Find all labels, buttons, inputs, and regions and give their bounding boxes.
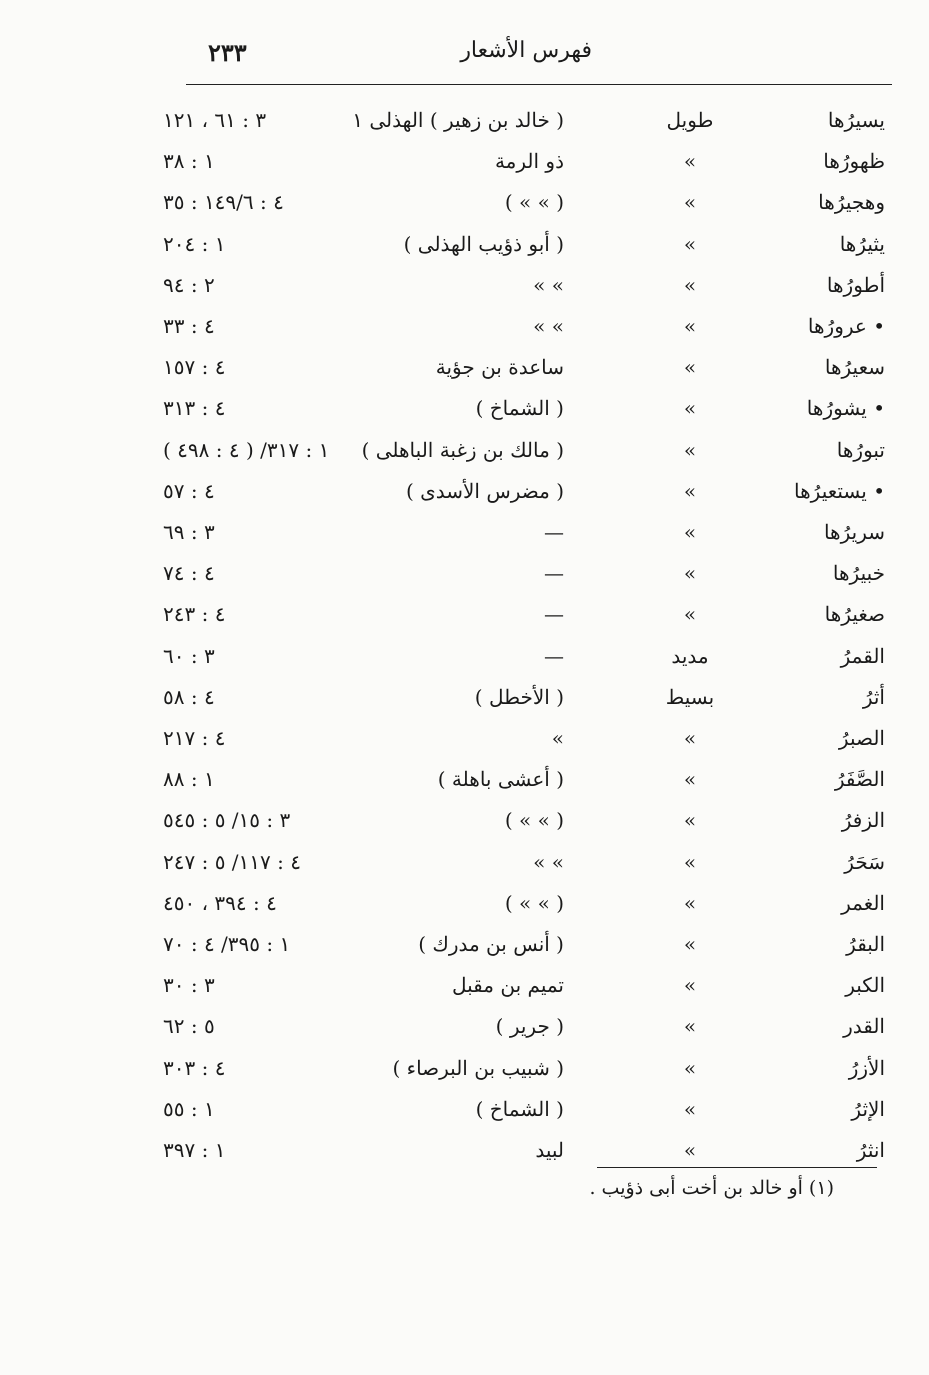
reference-cell: ٤ : ١٥٧ — [163, 355, 226, 379]
meter-cell: بسيط — [665, 685, 715, 709]
rhyme-cell: الإثرُ — [851, 1097, 885, 1121]
table-row — [0, 644, 929, 685]
poet-cell: — — [544, 561, 564, 585]
table-row — [0, 479, 929, 520]
rhyme-cell: الزفرُ — [841, 808, 885, 832]
poet-cell: — — [544, 520, 564, 544]
meter-cell: » — [683, 561, 697, 585]
reference-cell: ٤ : ٣٣ — [163, 314, 215, 338]
rhyme-cell: الغمر — [841, 891, 885, 915]
table-row — [0, 891, 929, 932]
rhyme-cell: البقرُ — [846, 932, 885, 956]
table-row — [0, 767, 929, 808]
table-row — [0, 1014, 929, 1055]
table-row — [0, 190, 929, 231]
meter-cell: » — [683, 149, 697, 173]
reference-cell: ٤ : ٥٧ — [163, 479, 215, 503]
meter-cell: » — [683, 273, 697, 297]
rhyme-cell: صغيرُها — [824, 602, 885, 626]
meter-cell: طويل — [666, 108, 714, 132]
meter-cell: » — [683, 850, 697, 874]
meter-cell: » — [683, 1097, 697, 1121]
table-row — [0, 1097, 929, 1138]
meter-cell: » — [683, 1014, 697, 1038]
reference-cell: ٣ : ١٥/ ٥ : ٥٤٥ — [163, 808, 291, 832]
meter-cell: » — [683, 973, 697, 997]
meter-cell: » — [683, 726, 697, 750]
poet-cell: ذو الرمة — [494, 149, 564, 173]
poet-cell: ( الشماخ ) — [475, 396, 564, 420]
meter-cell: » — [683, 314, 697, 338]
poet-cell: ( » » ) — [504, 891, 564, 915]
footnote-rule — [597, 1167, 877, 1168]
rhyme-cell: أطورُها — [826, 273, 885, 297]
rhyme-cell: الصَّفَرُ — [834, 767, 885, 791]
table-row — [0, 273, 929, 314]
table-row — [0, 808, 929, 849]
poet-cell: » » — [533, 273, 564, 297]
table-row — [0, 1138, 929, 1179]
reference-cell: ٤ : ١٤٩/٦ : ٣٥ — [163, 190, 284, 214]
poet-cell: » — [551, 726, 564, 750]
poet-cell: ( الأخطل ) — [474, 685, 564, 709]
reference-cell: ٤ : ٢١٧ — [163, 726, 226, 750]
meter-cell: » — [683, 479, 697, 503]
rhyme-cell: وهجيرُها — [818, 190, 885, 214]
reference-cell: ٣ : ٦١ ، ١٢١ — [163, 108, 267, 132]
rhyme-cell: ظهورُها — [823, 149, 885, 173]
poet-cell: ( » » ) — [504, 190, 564, 214]
meter-cell: » — [683, 1056, 697, 1080]
rhyme-cell: سريرُها — [823, 520, 885, 544]
poet-cell: ( الشماخ ) — [475, 1097, 564, 1121]
page-header — [186, 38, 892, 82]
reference-cell: ٥ : ٦٢ — [163, 1014, 215, 1038]
page-title: فهرس الأشعار — [460, 38, 592, 63]
meter-cell: » — [683, 602, 697, 626]
poet-cell: ( جرير ) — [495, 1014, 564, 1038]
meter-cell: » — [683, 396, 697, 420]
table-row — [0, 232, 929, 273]
table-row — [0, 932, 929, 973]
table-row — [0, 685, 929, 726]
table-row — [0, 973, 929, 1014]
reference-cell: ٣ : ٣٠ — [163, 973, 215, 997]
table-row — [0, 850, 929, 891]
rhyme-cell: يسيرُها — [827, 108, 885, 132]
reference-cell: ٤ : ٣٩٤ ، ٤٥٠ — [163, 891, 277, 915]
page-number: ٢٣٣ — [208, 38, 247, 67]
poet-cell: ( مضرس الأسدى ) — [405, 479, 564, 503]
meter-cell: » — [683, 932, 697, 956]
meter-cell: مديد — [671, 644, 709, 668]
poet-cell: تميم بن مقبل — [452, 973, 564, 997]
poet-cell: — — [544, 644, 564, 668]
poet-cell: لبيد — [535, 1138, 564, 1162]
reference-cell: ٤ : ٣٠٣ — [163, 1056, 226, 1080]
meter-cell: » — [683, 438, 697, 462]
table-row — [0, 355, 929, 396]
meter-cell: » — [683, 1138, 697, 1162]
poet-cell: ( أعشى باهلة ) — [437, 767, 564, 791]
meter-cell: » — [683, 808, 697, 832]
poet-cell: ساعدة بن جؤية — [435, 355, 564, 379]
rhyme-cell: سَحَرُ — [844, 850, 885, 874]
reference-cell: ٢ : ٩٤ — [163, 273, 215, 297]
reference-cell: ١ : ٢٠٤ — [163, 232, 226, 256]
reference-cell: ١ : ٣٩٧ — [163, 1138, 226, 1162]
meter-cell: » — [683, 232, 697, 256]
poet-cell: ( خالد بن زهير ) الهذلى ١ — [352, 108, 564, 132]
table-row — [0, 1056, 929, 1097]
table-row — [0, 602, 929, 643]
rhyme-cell: سعيرُها — [824, 355, 885, 379]
reference-cell: ٤ : ٢٤٣ — [163, 602, 226, 626]
reference-cell: ١ : ٣٨ — [163, 149, 215, 173]
rhyme-cell: القدر — [843, 1014, 885, 1038]
table-row — [0, 561, 929, 602]
footnote: (١) أو خالد بن أخت أبى ذؤيب . — [589, 1177, 834, 1199]
header-rule — [186, 84, 892, 85]
reference-cell: ١ : ٣١٧/ ( ٤ : ٤٩٨ ) — [163, 438, 330, 462]
poet-cell: » » — [533, 314, 564, 338]
rhyme-cell: • يستعيرُها — [794, 479, 885, 503]
table-row — [0, 520, 929, 561]
rhyme-cell: الصبرُ — [838, 726, 885, 750]
meter-cell: » — [683, 190, 697, 214]
reference-cell: ١ : ٨٨ — [163, 767, 215, 791]
poet-cell: — — [544, 602, 564, 626]
poet-cell: ( شبيب بن البرصاء ) — [392, 1056, 564, 1080]
meter-cell: » — [683, 520, 697, 544]
rhyme-cell: القمرُ — [840, 644, 885, 668]
reference-cell: ٤ : ٣١٣ — [163, 396, 226, 420]
meter-cell: » — [683, 891, 697, 915]
reference-cell: ١ : ٥٥ — [163, 1097, 215, 1121]
reference-cell: ٤ : ٧٤ — [163, 561, 215, 585]
rhyme-cell: تبورُها — [836, 438, 885, 462]
table-row — [0, 438, 929, 479]
table-row — [0, 726, 929, 767]
rhyme-cell: أثرُ — [862, 685, 885, 709]
poet-cell: ( مالك بن زغبة الباهلى ) — [361, 438, 564, 462]
meter-cell: » — [683, 355, 697, 379]
reference-cell: ٣ : ٦٠ — [163, 644, 215, 668]
rhyme-cell: انثرُ — [856, 1138, 885, 1162]
meter-cell: » — [683, 767, 697, 791]
reference-cell: ٣ : ٦٩ — [163, 520, 215, 544]
poet-cell: » » — [533, 850, 564, 874]
table-row — [0, 314, 929, 355]
poet-cell: ( » » ) — [504, 808, 564, 832]
rhyme-cell: الأزرُ — [848, 1056, 885, 1080]
reference-cell: ١ : ٣٩٥/ ٤ : ٧٠ — [163, 932, 291, 956]
rhyme-cell: • يشورُها — [806, 396, 885, 420]
table-row — [0, 396, 929, 437]
poet-cell: ( أنس بن مدرك ) — [418, 932, 564, 956]
poet-cell: ( أبو ذؤيب الهذلى ) — [403, 232, 564, 256]
rhyme-cell: • عرورُها — [807, 314, 885, 338]
reference-cell: ٤ : ١١٧/ ٥ : ٢٤٧ — [163, 850, 301, 874]
table-row — [0, 149, 929, 190]
rhyme-cell: يثيرُها — [839, 232, 885, 256]
table-row — [0, 108, 929, 149]
rhyme-cell: خبيرُها — [832, 561, 885, 585]
reference-cell: ٤ : ٥٨ — [163, 685, 215, 709]
rhyme-cell: الكبر — [845, 973, 885, 997]
